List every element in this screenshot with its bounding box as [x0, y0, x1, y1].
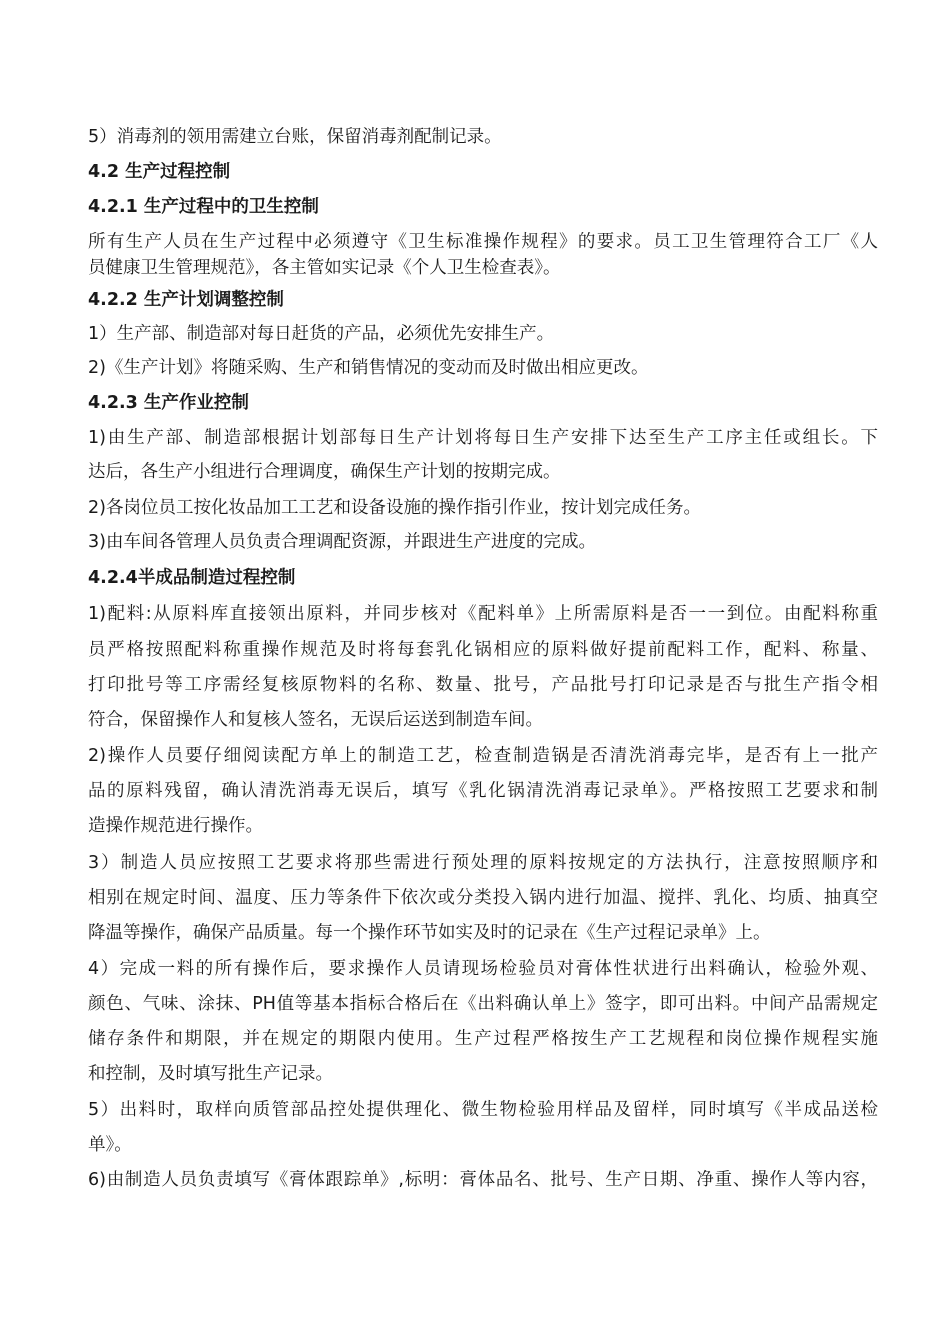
- body-text-line: 4）完成一料的所有操作后，要求操作人员请现场检验员对膏体性状进行出料确认，检验外观、: [88, 959, 878, 979]
- body-text-line: 达后，各生产小组进行合理调度，确保生产计划的按期完成。: [88, 462, 561, 482]
- body-text-line: 所有生产人员在生产过程中必须遵守《卫生标准操作规程》的要求。员工卫生管理符合工厂《人: [88, 232, 878, 252]
- body-text-line: 3）制造人员应按照工艺要求将那些需进行预处理的原料按规定的方法执行，注意按照顺序和: [88, 853, 878, 873]
- body-text-line: 打印批号等工序需经复核原物料的名称、数量、批号，产品批号打印记录是否与批生产指令相: [88, 675, 878, 695]
- body-text-line: 3)由车间各管理人员负责合理调配资源，并跟进生产进度的完成。: [88, 532, 596, 552]
- body-text-line: 符合，保留操作人和复核人签名，无误后运送到制造车间。: [88, 710, 543, 730]
- body-text-line: 1)由生产部、制造部根据计划部每日生产计划将每日生产安排下达至生产工序主任或组长。下: [88, 428, 878, 448]
- section-heading: 4.2.2 生产计划调整控制: [88, 290, 284, 310]
- body-text-line: 单》。: [88, 1135, 132, 1155]
- body-text-line: 相别在规定时间、温度、压力等条件下依次或分类投入锅内进行加温、搅拌、乳化、均质、抽真空: [88, 888, 878, 908]
- body-text-line: 6)由制造人员负责填写《膏体跟踪单》,标明：膏体品名、批号、生产日期、净重、操作人等内容，: [88, 1170, 878, 1190]
- section-heading: 4.2.1 生产过程中的卫生控制: [88, 197, 319, 217]
- body-text-line: 2)操作人员要仔细阅读配方单上的制造工艺，检查制造锅是否清洗消毒完毕，是否有上一批产: [88, 746, 878, 766]
- body-text-line: 和控制，及时填写批生产记录。: [88, 1064, 333, 1084]
- body-text-line: 造操作规范进行操作。: [88, 816, 263, 836]
- section-heading: 4.2.3 生产作业控制: [88, 393, 249, 413]
- body-text-line: 降温等操作，确保产品质量。每一个操作环节如实及时的记录在《生产过程记录单》上。: [88, 923, 771, 943]
- body-text-line: 5）出料时，取样向质管部品控处提供理化、微生物检验用样品及留样，同时填写《半成品送检: [88, 1100, 878, 1120]
- body-text-line: 储存条件和期限，并在规定的期限内使用。生产过程严格按生产工艺规程和岗位操作规程实施: [88, 1029, 878, 1049]
- body-text-line: 2)各岗位员工按化妆品加工工艺和设备设施的操作指引作业，按计划完成任务。: [88, 498, 701, 518]
- section-heading: 4.2.4半成品制造过程控制: [88, 568, 296, 588]
- body-text-line: 2)《生产计划》将随采购、生产和销售情况的变动而及时做出相应更改。: [88, 358, 649, 378]
- body-text-line: 品的原料残留，确认清洗消毒无误后，填写《乳化锅清洗消毒记录单》。严格按照工艺要求和制: [88, 781, 878, 801]
- section-heading: 4.2 生产过程控制: [88, 162, 231, 182]
- body-text-line: 1)配料:从原料库直接领出原料，并同步核对《配料单》上所需原料是否一一到位。由配料称重: [88, 604, 878, 624]
- body-text-line: 5）消毒剂的领用需建立台账，保留消毒剂配制记录。: [88, 127, 502, 147]
- body-text-line: 1）生产部、制造部对每日赶货的产品，必须优先安排生产。: [88, 324, 555, 344]
- body-text-line: 员严格按照配料称重操作规范及时将每套乳化锅相应的原料做好提前配料工作，配料、称量、: [88, 640, 878, 660]
- body-text-line: 颜色、气味、涂抹、PH值等基本指标合格后在《出料确认单上》签字，即可出料。中间产品需规定: [88, 994, 878, 1014]
- body-text-line: 员健康卫生管理规范》，各主管如实记录《个人卫生检查表》。: [88, 258, 561, 278]
